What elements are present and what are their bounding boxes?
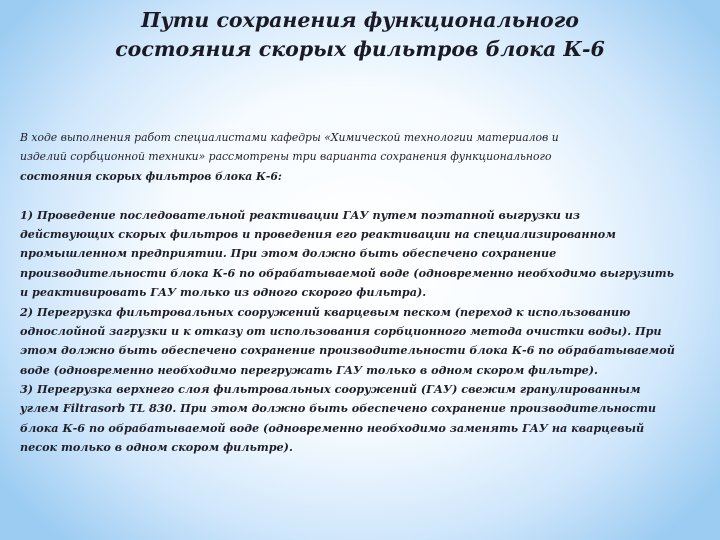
option-1-line-1: 1) Проведение последовательной реактивации ГАУ путем поэтапной выгрузки из xyxy=(20,207,581,222)
option-1-line-5: и реактивировать ГАУ только из одного скорого фильтра). xyxy=(20,285,427,300)
option-1 xyxy=(20,206,710,303)
option-3-line-4: песок только в одном скором фильтре). xyxy=(20,440,293,455)
intro-line-2: изделий сорбционной техники» рассмотрены три варианта сохранения функционального xyxy=(20,150,552,164)
title-line-1: Пути сохранения функционального xyxy=(141,8,579,32)
option-2-line-1: 2) Перегрузка фильтровальных сооружений кварцевым песком (переход к использованию xyxy=(20,304,631,319)
option-3-line-2: углем Filtrasorb TL 830. При этом должно быть обеспечено сохранение производительности xyxy=(20,401,657,416)
intro-line-1: В ходе выполнения работ специалистами кафедры «Химической технологии материалов и xyxy=(20,131,559,144)
option-1-line-3: промышленном предприятии. При этом должно быть обеспечено сохранение xyxy=(20,246,557,261)
intro-line-3: состояния скорых фильтров блока К-6: xyxy=(20,169,282,183)
option-3-line-3: блока К-6 по обрабатываемой воде (одновременно необходимо заменять ГАУ на кварцевый xyxy=(20,420,645,435)
option-3-line-1: 3) Перегрузка верхнего слоя фильтровальных сооружений (ГАУ) свежим гранулированным xyxy=(20,382,641,397)
option-1-line-4: производительности блока К-6 по обрабатываемой воде (одновременно необходимо выгрузить xyxy=(20,265,675,280)
intro-paragraph xyxy=(20,128,710,186)
option-3 xyxy=(20,380,710,458)
slide-title xyxy=(60,6,660,64)
slide-body xyxy=(20,128,710,458)
option-2 xyxy=(20,303,710,381)
option-1-line-2: действующих скорых фильтров и проведения его реактивации на специализированном xyxy=(20,226,616,241)
option-2-line-2: однослойной загрузки и к отказу от использования сорбционного метода очистки воды). При xyxy=(20,323,662,338)
paragraph-gap xyxy=(20,186,710,205)
option-2-line-3: этом должно быть обеспечено сохранение производительности блока К-6 по обрабатываемой xyxy=(20,343,675,358)
title-line-2: состояния скорых фильтров блока К-6 xyxy=(115,37,605,61)
option-2-line-4: воде (одновременно необходимо перегружать ГАУ только в одном скором фильтре). xyxy=(20,362,598,377)
